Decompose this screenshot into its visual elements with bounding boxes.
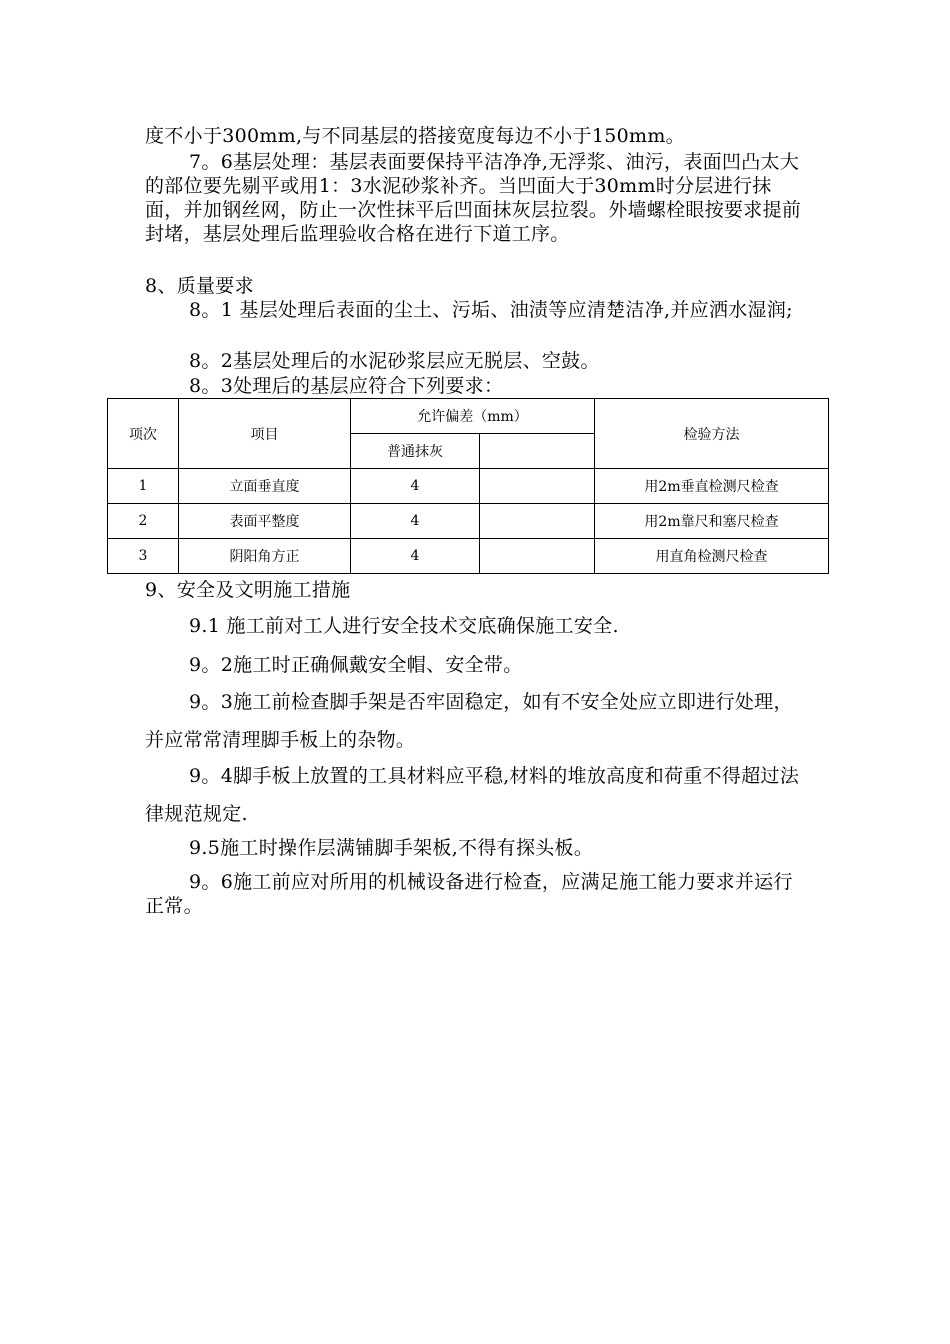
paragraph-7-6: 7。6基层处理：基层表面要保持平洁净净,无浮浆、油污，表面凹凸太大的部位要先剔平或用1：3水泥砂浆补齐。当凹面大于30mm时分层进行抹面，并加钢丝网，防止一次性抹平后凹面抹灰层拉裂。外墙螺栓眼按要求提前封堵，基层处理后监理验收合格在进行下道工序。 [145,151,802,245]
header-tolerance: 允许偏差（mm） [351,399,595,434]
tolerance-table [107,398,829,574]
header-ordinary-plaster: 普通抹灰 [351,434,480,469]
header-empty [480,434,595,469]
cell-method: 用2m靠尺和塞尺检查 [595,504,829,539]
cell-extra [480,539,595,574]
heading-safety-measures: 9、安全及文明施工措施 [145,579,351,601]
header-method: 检验方法 [595,399,829,469]
cell-method: 用直角检测尺检查 [595,539,829,574]
header-item: 项目 [179,399,351,469]
paragraph-8-3: 8。3处理后的基层应符合下列要求： [189,375,504,397]
paragraph-7-5-continued: 度不小于300mm,与不同基层的搭接宽度每边不小于150mm。 [145,125,685,147]
table-row [108,504,829,539]
cell-item: 立面垂直度 [179,469,351,504]
cell-tolerance: 4 [351,469,480,504]
table-row [108,469,829,504]
cell-index: 2 [108,504,179,539]
paragraph-9-3: 9。3施工前检查脚手架是否牢固稳定，如有不安全处应立即进行处理，并应常常清理脚手板上的杂物。 [145,691,793,751]
paragraph-9-4: 9。4脚手板上放置的工具材料应平稳,材料的堆放高度和荷重不得超过法律规范规定. [145,765,800,825]
cell-method: 用2m垂直检测尺检查 [595,469,829,504]
cell-item: 阴阳角方正 [179,539,351,574]
cell-index: 3 [108,539,179,574]
paragraph-9-1: 9.1 施工前对工人进行安全技术交底确保施工安全. [189,615,619,637]
paragraph-9-5: 9.5施工时操作层满铺脚手架板,不得有探头板。 [189,837,594,859]
paragraph-9-2: 9。2施工时正确佩戴安全帽、安全带。 [189,654,523,676]
paragraph-8-2: 8。2基层处理后的水泥砂浆层应无脱层、空鼓。 [189,350,600,372]
cell-tolerance: 4 [351,504,480,539]
paragraph-9-6: 9。6施工前应对所用的机械设备进行检查，应满足施工能力要求并运行正常。 [145,871,793,917]
cell-item: 表面平整度 [179,504,351,539]
cell-index: 1 [108,469,179,504]
table-header-row [108,399,829,434]
header-index: 项次 [108,399,179,469]
cell-tolerance: 4 [351,539,480,574]
table-row [108,539,829,574]
cell-extra [480,504,595,539]
paragraph-8-1: 8。1 基层处理后表面的尘土、污垢、油渍等应清楚洁净,并应洒水湿润; [189,299,793,321]
cell-extra [480,469,595,504]
heading-quality-requirements: 8、质量要求 [145,275,254,297]
